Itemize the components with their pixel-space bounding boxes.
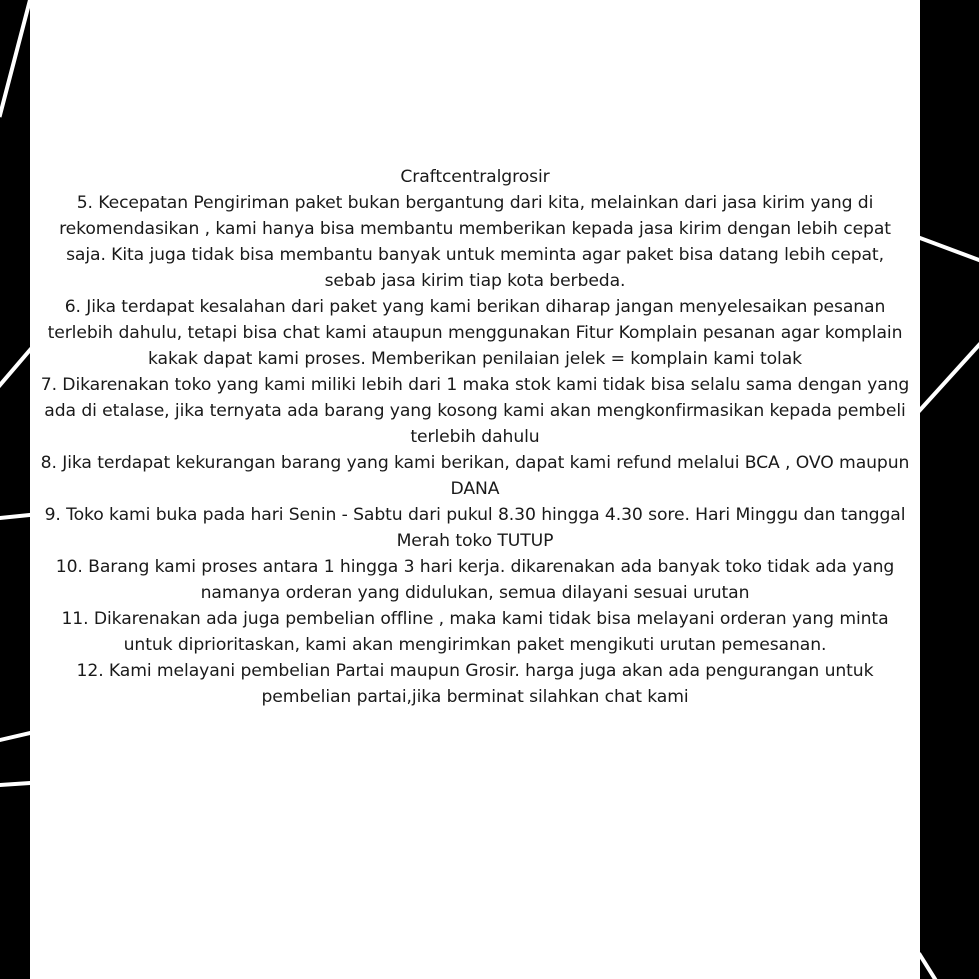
- document-title: Craftcentralgrosir: [400, 167, 550, 187]
- left-line-5: [0, 783, 30, 785]
- right-line-3: [920, 955, 935, 979]
- paragraph-10: 10. Barang kami proses antara 1 hingga 3 hari kerja. dikarenakan ada banyak toko tidak ada yang namanya orderan yang didulukan, semua dilayani sesuai urutan: [55, 557, 895, 603]
- document-body: [40, 164, 910, 710]
- paragraph-6: 6. Jika terdapat kesalahan dari paket yang kami berikan diharap jangan menyelesaikan pesanan terlebih dahulu, tetapi bisa chat kami ataupun menggunakan Fitur Komplain pesanan agar komplain kakak dapat kami proses. Memberikan penilaian jelek = komplain kami tolak: [47, 297, 903, 369]
- right-line-1: [920, 238, 979, 260]
- paragraph-8: 8. Jika terdapat kekurangan barang yang kami berikan, dapat kami refund melalui BCA , OVO maupun DANA: [40, 453, 910, 499]
- left-line-2: [0, 350, 30, 385]
- paragraph-12: 12. Kami melayani pembelian Partai maupun Grosir. harga juga akan ada pengurangan untuk pembelian partai,jika berminat silahkan chat kami: [76, 661, 874, 707]
- right-line-2: [920, 345, 979, 410]
- paragraph-9: 9. Toko kami buka pada hari Senin - Sabtu dari pukul 8.30 hingga 4.30 sore. Hari Minggu dan tanggal Merah toko TUTUP: [44, 505, 906, 551]
- left-line-4: [0, 733, 30, 740]
- paragraph-7: 7. Dikarenakan toko yang kami miliki lebih dari 1 maka stok kami tidak bisa selalu sama dengan yang ada di etalase, jika ternyata ada barang yang kosong kami akan mengkonfirmasikan kepada pembeli terlebih dahulu: [40, 375, 910, 447]
- left-line-1: [0, 0, 30, 115]
- paragraph-5: 5. Kecepatan Pengiriman paket bukan bergantung dari kita, melainkan dari jasa kirim yang di rekomendasikan , kami hanya bisa membantu memberikan kepada jasa kirim dengan lebih cepat saja. Kita juga tidak bisa membantu banyak untuk meminta agar paket bisa datang lebih cepat, sebab jasa kirim tiap kota berbeda.: [59, 193, 891, 291]
- left-line-3: [0, 515, 30, 518]
- paragraph-11: 11. Dikarenakan ada juga pembelian offline , maka kami tidak bisa melayani orderan yang minta untuk diprioritaskan, kami akan mengirimkan paket mengikuti urutan pemesanan.: [61, 609, 889, 655]
